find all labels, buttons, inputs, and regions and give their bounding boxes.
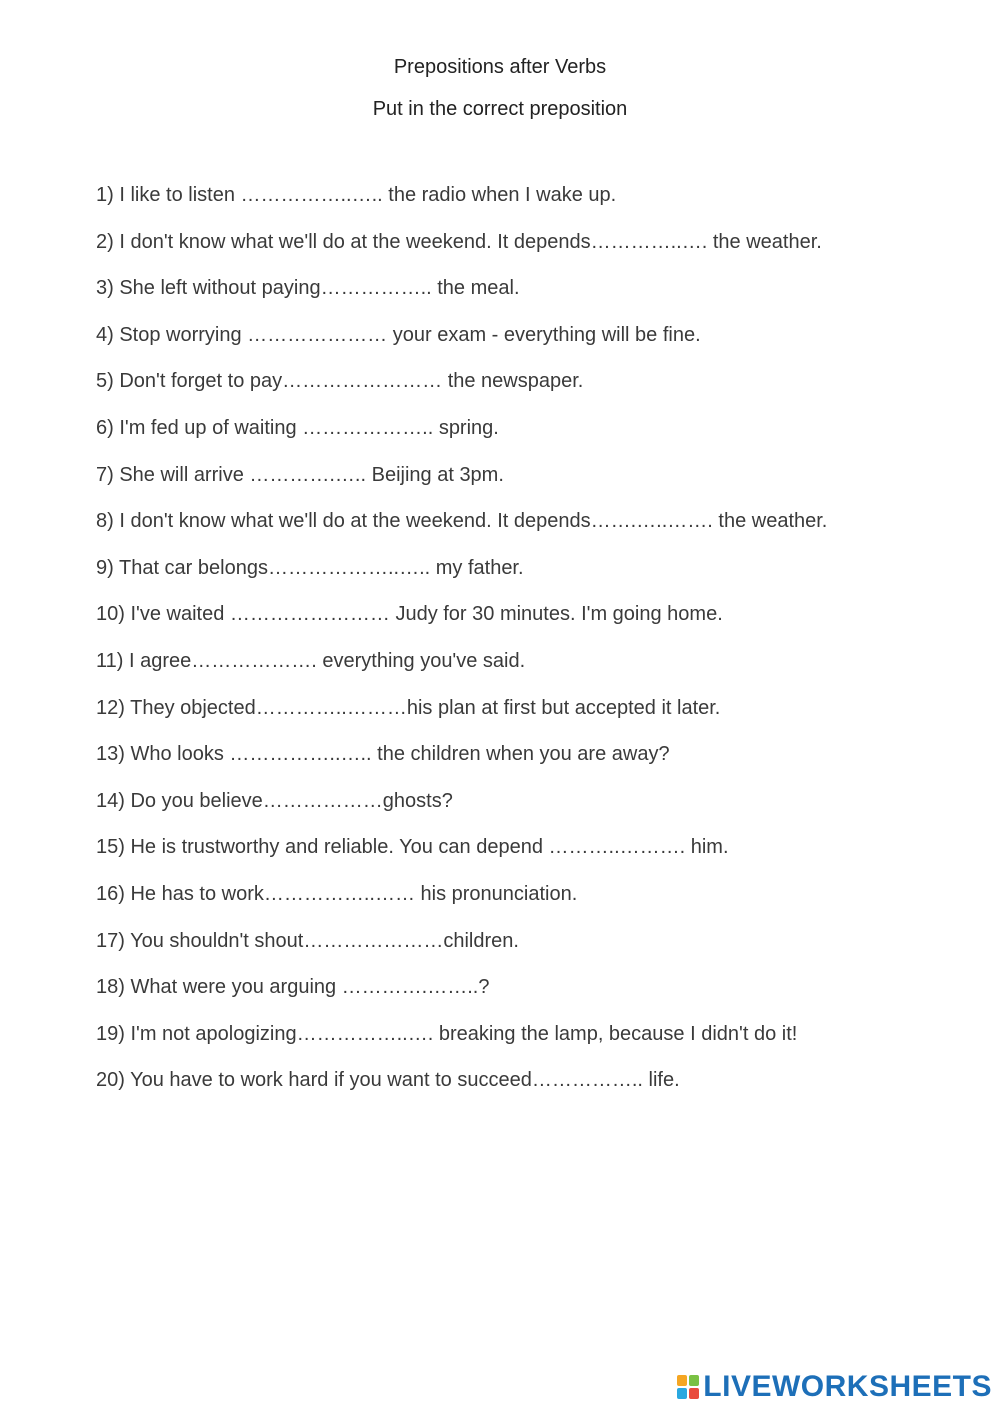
exercise-item-18: 18) What were you arguing ………….……..? [96, 976, 490, 999]
exercise-item-14: 14) Do you believe………………ghosts? [96, 789, 453, 812]
exercise-item-15: 15) He is trustworthy and reliable. You can depend ………..………. him. [96, 836, 729, 859]
exercise-item-4: 4) Stop worrying ………………… your exam - everything will be fine. [96, 323, 701, 346]
exercise-item-13: 13) Who looks ……………..….. the children when you are away? [96, 743, 670, 766]
exercise-item-1: 1) I like to listen ……………..….. the radio when I wake up. [96, 184, 617, 206]
exercise-item-9: 9) That car belongs………………..….. my father. [96, 556, 524, 579]
exercise-item-20: 20) You have to work hard if you want to succeed…………….. life. [96, 1069, 680, 1092]
worksheet-title: Prepositions after Verbs [393, 56, 607, 78]
liveworksheets-logo-icon [677, 1375, 699, 1399]
liveworksheets-watermark [677, 1371, 992, 1403]
exercise-item-11: 11) I agree………………. everything you've said. [96, 649, 526, 672]
exercise-item-17: 17) You shouldn't shout…………………children. [96, 929, 519, 952]
exercise-item-3: 3) She left without paying…………….. the meal. [96, 277, 520, 300]
exercise-item-12: 12) They objected…………..………his plan at first but accepted it later. [96, 696, 721, 719]
exercise-item-10: 10) I've waited …………………… Judy for 30 minutes. I'm going home. [96, 603, 723, 626]
brand-name: LIVEWORKSHEETS [703, 1370, 992, 1403]
exercise-item-6: 6) I'm fed up of waiting ……………….. spring. [96, 416, 499, 439]
exercise-list [96, 182, 976, 1114]
exercise-item-2: 2) I don't know what we'll do at the weekend. It depends…………..…. the weather. [96, 230, 822, 253]
exercise-item-7: 7) She will arrive ………….….. Beijing at 3pm. [96, 463, 504, 486]
worksheet-instruction: Put in the correct preposition [372, 98, 628, 120]
exercise-item-16: 16) He has to work……………..…… his pronunciation. [96, 882, 578, 905]
exercise-item-5: 5) Don't forget to pay…………………… the newspaper. [96, 370, 584, 393]
exercise-item-8: 8) I don't know what we'll do at the weekend. It depends…….…..……. the weather. [96, 510, 828, 533]
exercise-item-19: 19) I'm not apologizing……………..…. breaking the lamp, because I didn't do it! [96, 1022, 798, 1045]
